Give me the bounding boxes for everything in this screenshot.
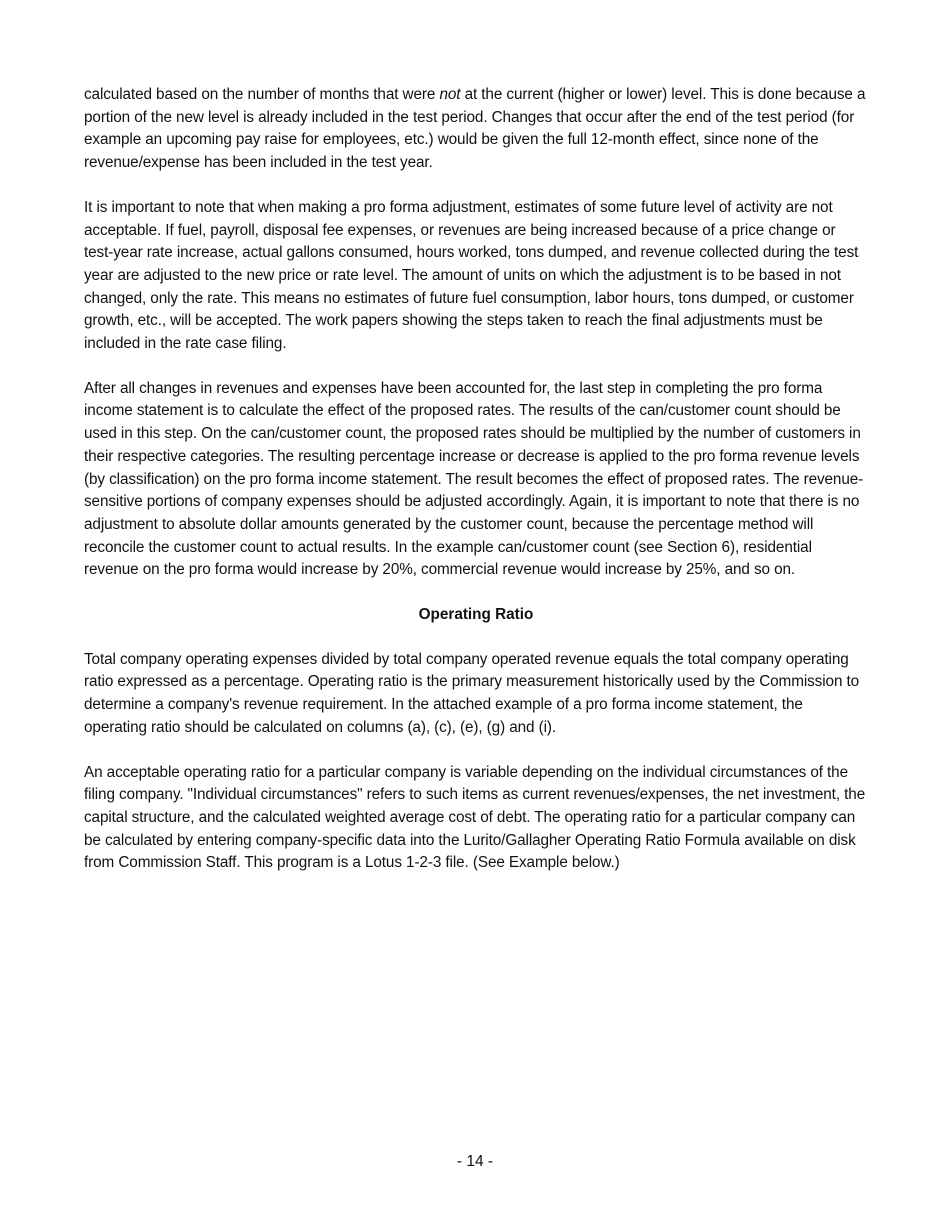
paragraph-operating-ratio-definition: Total company operating expenses divided by total company operated revenue equals the total company operating ratio expressed as a percentage. Operating ratio is the primary measurement historically used by the Commission to determine a company's revenue requirement. In the attached example of a pro forma income statement, the operating ratio should be calculated on columns (a), (c), (e), (g) and (i). bbox=[84, 650, 860, 736]
paragraph-estimates-not-acceptable: It is important to note that when making a pro forma adjustment, estimates of some future level of activity are not acceptable. If fuel, payroll, disposal fee expenses, or revenues are being increased because of a price change or test-year rate increase, actual gallons consumed, hours worked, tons dumped, and revenue collected during the test year are adjusted to the new price or rate level. The amount of units on which the adjustment is to be based in not changed, only the rate. This means no estimates of future fuel consumption, labor hours, tons dumped, or customer growth, etc., will be accepted. The work papers showing the steps taken to reach the final adjustments must be included in the rate case filing. bbox=[84, 198, 859, 353]
paragraph-acceptable-operating-ratio: An acceptable operating ratio for a particular company is variable depending on the individual circumstances of the filing company. "Individual circumstances" refers to such items as current revenues/expenses, the net investment, the capital structure, and the calculated weighted average cost of debt. The operating ratio for a particular company can be calculated by entering company-specific data into the Lurito/Gallagher Operating Ratio Formula available on disk from Commission Staff. This program is a Lotus 1-2-3 file. (See Example below.) bbox=[84, 763, 866, 872]
paragraph-pro-forma-months bbox=[84, 84, 868, 175]
section-heading-operating-ratio: Operating Ratio bbox=[418, 606, 534, 624]
paragraph-text: at the current (higher or lower) level. This is done because a portion of the new level is already included in the test period. Changes that occur after the end of the test period (for example an upcoming pay raise for employees, etc.) would be given the full 12-month effect, since none of the revenue/expense has been included in the test year. bbox=[84, 86, 866, 172]
emphasized-word: not bbox=[439, 86, 461, 103]
page-number: - 14 - bbox=[456, 1153, 494, 1170]
paragraph-proposed-rates-effect: After all changes in revenues and expenses have been accounted for, the last step in completing the pro forma income statement is to calculate the effect of the proposed rates. The results of the can/customer count should be used in this step. On the can/customer count, the proposed rates should be multiplied by the number of customers in their respective categories. The resulting percentage increase or decrease is applied to the pro forma revenue levels (by classification) on the pro forma income statement. The result becomes the effect of proposed rates. The revenue-sensitive portions of company expenses should be adjusted accordingly. Again, it is important to note that there is no adjustment to absolute dollar amounts generated by the customer count, because the percentage method will reconcile the customer count to actual results. In the example can/customer count (see Section 6), residential revenue on the pro forma would increase by 20%, commercial revenue would increase by 25%, and so on. bbox=[84, 379, 864, 579]
document-page bbox=[84, 84, 868, 897]
paragraph-text: calculated based on the number of months that were bbox=[84, 86, 440, 103]
